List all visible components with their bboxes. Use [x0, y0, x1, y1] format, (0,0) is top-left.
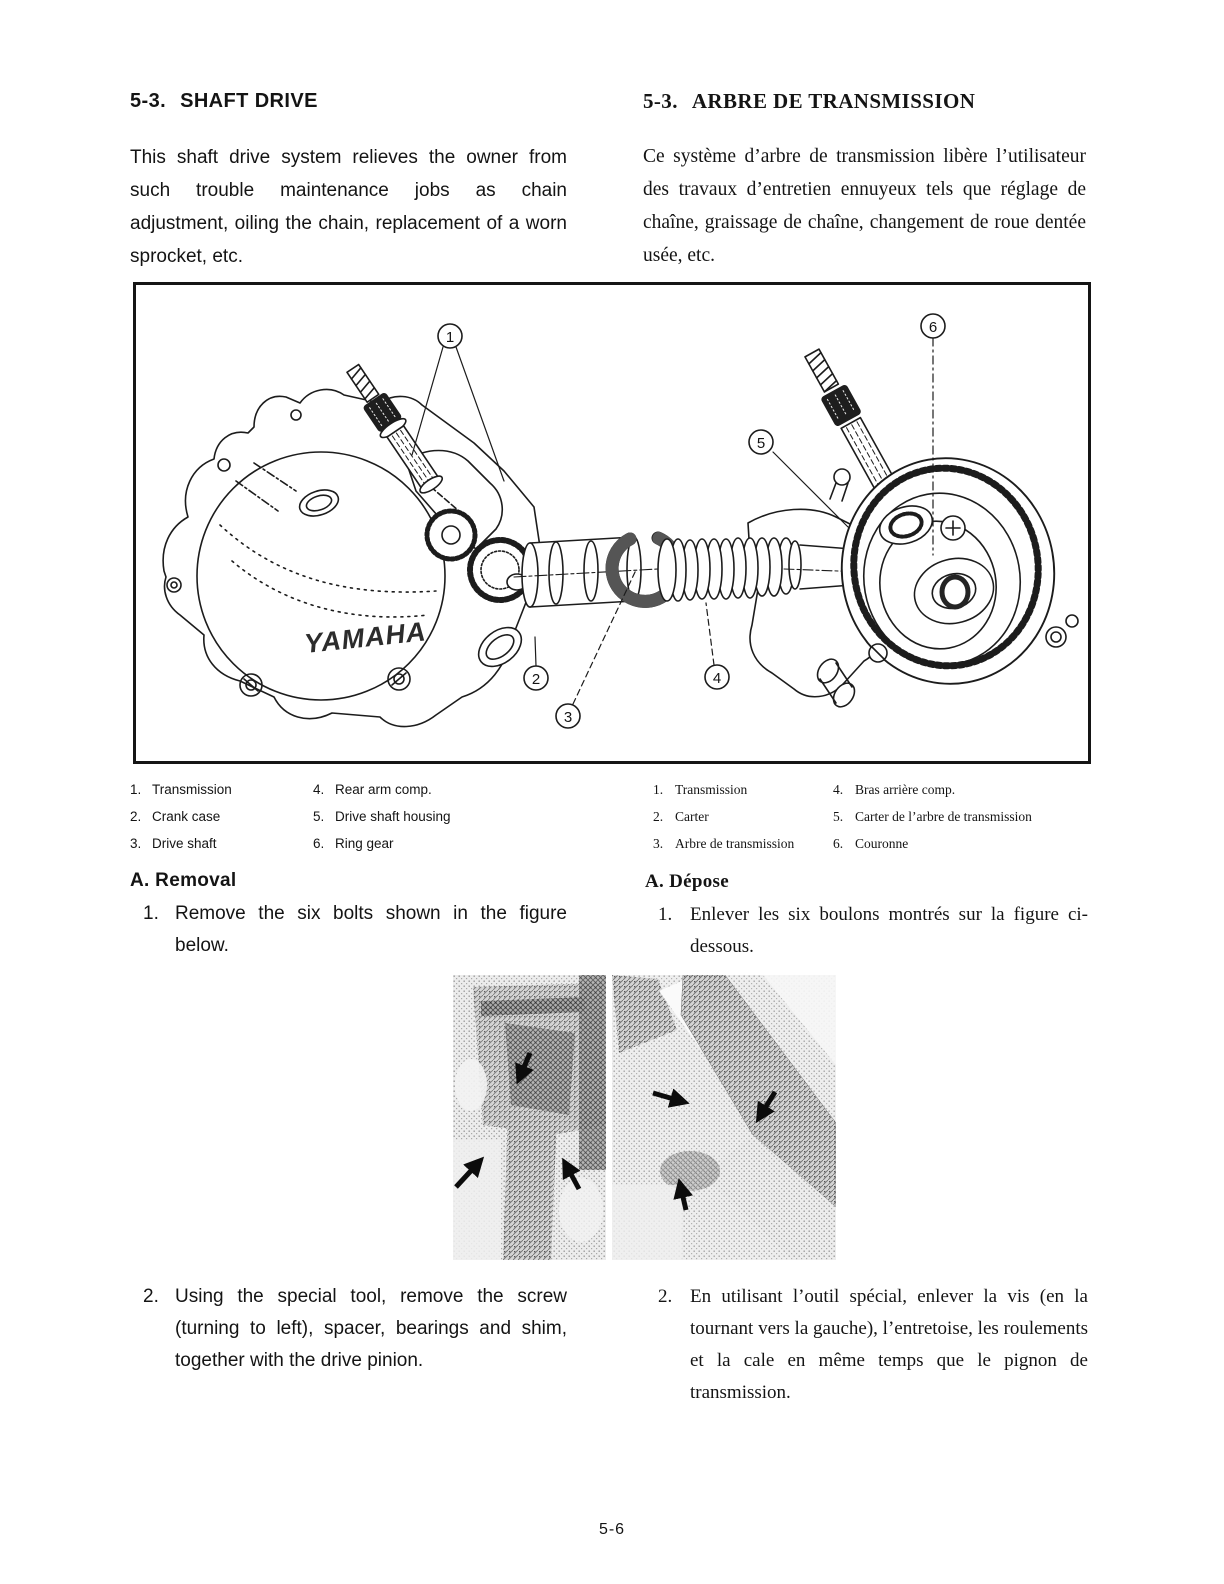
section-title-fr: ARBRE DE TRANSMISSION	[691, 89, 976, 113]
section-heading-en	[130, 90, 318, 113]
legend-item: 2. Carter	[653, 809, 709, 824]
callout-6	[921, 314, 945, 338]
legend-item: 5. Drive shaft housing	[313, 809, 451, 824]
figure-legend-fr-2	[833, 776, 1032, 857]
removal-heading-fr: A. Dépose	[645, 871, 729, 892]
step-1-en: 1. Remove the six bolts shown in the figure below.	[143, 903, 567, 956]
section-number-fr: 5-3.	[643, 89, 678, 113]
legend-item: 6. Couronne	[833, 836, 909, 851]
legend-item: 1. Transmission	[653, 782, 748, 797]
legend-item: 6. Ring gear	[313, 836, 394, 851]
photo-right-half	[612, 975, 836, 1260]
step-2-en: 2. Using the special tool, remove the screw (turning to left), spacer, bearings and shim, together with the drive pinion.	[143, 1286, 567, 1371]
svg-text:3: 3	[563, 709, 573, 726]
figure-legend-en	[130, 776, 232, 857]
removal-heading-en: A. Removal	[130, 870, 237, 891]
callout-2	[524, 666, 548, 690]
svg-text:6: 6	[928, 319, 938, 336]
intro-paragraph-fr: Ce système d’arbre de transmission libère l’utilisateur des travaux d’entretien ennuyeux tels que réglage de chaîne, graissage de chaîne, changement de roue dentée usée, etc.	[643, 146, 1086, 266]
bolt-photo-svg	[453, 975, 836, 1260]
legend-item: 4. Bras arrière comp.	[833, 782, 956, 797]
svg-text:1: 1	[445, 329, 455, 346]
shaft-drive-exploded-figure	[133, 282, 1091, 764]
callout-1	[438, 324, 462, 348]
step-1-fr: 1. Enlever les six boulons montrés sur la figure ci-dessous.	[658, 904, 1088, 957]
svg-text:5: 5	[756, 435, 766, 452]
callout-3	[556, 704, 580, 728]
figure-legend-fr	[653, 776, 794, 857]
photo-divider-gap	[606, 975, 612, 1260]
step-2-fr: 2. En utilisant l’outil spécial, enlever la vis (en la tournant vers la gauche), l’entretoise, les roulements et la cale en même temps que le pignon de transmission.	[658, 1286, 1088, 1403]
bolt-location-photo	[453, 975, 836, 1260]
legend-item: 4. Rear arm comp.	[313, 782, 432, 797]
legend-item: 3. Arbre de transmission	[653, 836, 795, 851]
legend-item: 5. Carter de l’arbre de transmission	[833, 809, 1032, 824]
shaft-drive-diagram	[136, 285, 1088, 761]
legend-item: 1. Transmission	[130, 782, 232, 797]
photo-left-half	[453, 975, 606, 1260]
yamaha-logo: YAMAHA	[302, 616, 428, 659]
svg-text:2: 2	[531, 671, 541, 688]
page-number: 5-6	[598, 1521, 626, 1538]
section-number-en: 5-3.	[130, 90, 167, 112]
section-title-en: SHAFT DRIVE	[180, 90, 318, 112]
callout-5	[749, 430, 773, 454]
intro-paragraph-en: This shaft drive system relieves the owner from such trouble maintenance jobs as chain adjustment, oiling the chain, replacement of a worn sprocket, etc.	[130, 147, 567, 267]
legend-item: 2. Crank case	[130, 809, 221, 824]
callout-4	[705, 665, 729, 689]
figure-legend-en-2	[313, 776, 451, 857]
section-heading-fr	[643, 89, 975, 114]
svg-text:4: 4	[712, 670, 722, 687]
legend-item: 3. Drive shaft	[130, 836, 217, 851]
